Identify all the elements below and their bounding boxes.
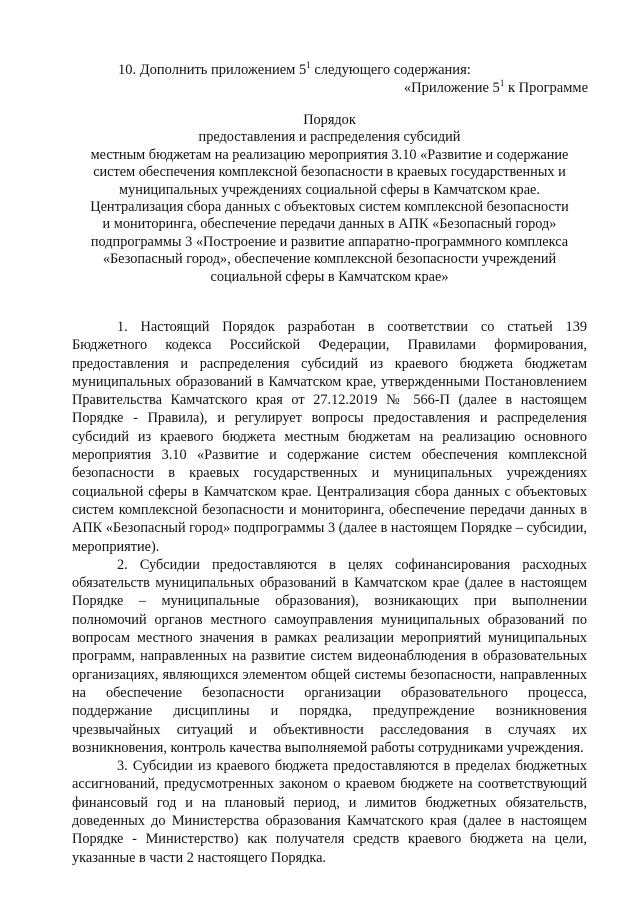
paragraph: 2. Субсидии предоставляются в целях софинансирования расходных обязательств муниципальных образований в Камчатском крае (далее в настоящем Порядке – муниципальные образования), возникающих при выполнении полномочий органов местного самоуправления муниципальных образований по вопросам местного значения в рамках реализации мероприятий муниципальных программ, направленных на развитие систем видеонаблюдения в образовательных организациях, являющихся элементом общей системы безопасности, направленных на обеспечение безопасности организации образовательного процесса, поддержание дисциплины и порядка, предупреждение возникновения чрезвычайных ситуаций и объективности расследования в случаях их возникновения, контроль качества выполняемой работы сотрудниками учреждения. (72, 556, 587, 756)
paragraph: 1. Настоящий Порядок разработан в соответствии со статьей 139 Бюджетного кодекса Российской Федерации, Правилами формирования, предоставления и распределения субсидий из краевого бюджета бюджетам муниципальных образований в Камчатском крае, утвержденными Постановлением Правительства Камчатского края от 27.12.2019 № 566-П (далее в настоящем Порядке - Правила), и регулирует вопросы предоставления и распределения субсидий из краевого бюджета местным бюджетам на реализацию основного мероприятия 3.10 «Развитие и содержание систем обеспечения комплексной безопасности в краевых государственных и муниципальных учреждениях социальной сферы в Камчатском крае. Централизация сбора данных с объектовых систем комплексной безопасности и мониторинга, обеспечение передачи данных в АПК «Безопасный город» подпрограммы 3 (далее в настоящем Порядке – субсидии, мероприятие). (72, 319, 587, 555)
title-line: предоставления и распределения субсидий (198, 129, 461, 146)
title-line: систем обеспечения комплексной безопасности в краевых государственных и (93, 164, 566, 181)
title-line: «Безопасный город», обеспечение комплексной безопасности учреждений (102, 251, 557, 268)
document-body (72, 318, 587, 867)
title-line: местным бюджетам на реализацию мероприятия 3.10 «Развитие и содержание (90, 146, 569, 163)
title-line: подпрограммы 3 «Построение и развитие аппаратно-программного комплекса (90, 233, 569, 250)
title-line: социальной сферы в Камчатском крае» (210, 268, 449, 285)
annex-reference: «Приложение $5^1$ к Программе (403, 78, 588, 96)
amendment-intro: 10. Дополнить приложением $5^1$ следующего содержания: (118, 60, 471, 78)
title-line: Централизация сбора данных с объектовых систем комплексной безопасности (90, 199, 569, 216)
paragraph: 3. Субсидии из краевого бюджета предоставляются в пределах бюджетных ассигнований, предусмотренных законом о краевом бюджете на соответствующий финансовый год и на плановый период, и лимитов бюджетных обязательств, доведенных до Министерства образования Камчатского края (далее в настоящем Порядке - Министерство) как получателя средств краевого бюджета на цели, указанные в части 2 настоящего Порядка. (72, 758, 587, 866)
title-line: муниципальных учреждениях социальной сферы в Камчатском крае. (119, 181, 540, 198)
title-line: и мониторинга, обеспечение передачи данных в АПК «Безопасный город» (102, 216, 557, 233)
document-title (72, 112, 587, 286)
title-line: Порядок (303, 112, 356, 128)
